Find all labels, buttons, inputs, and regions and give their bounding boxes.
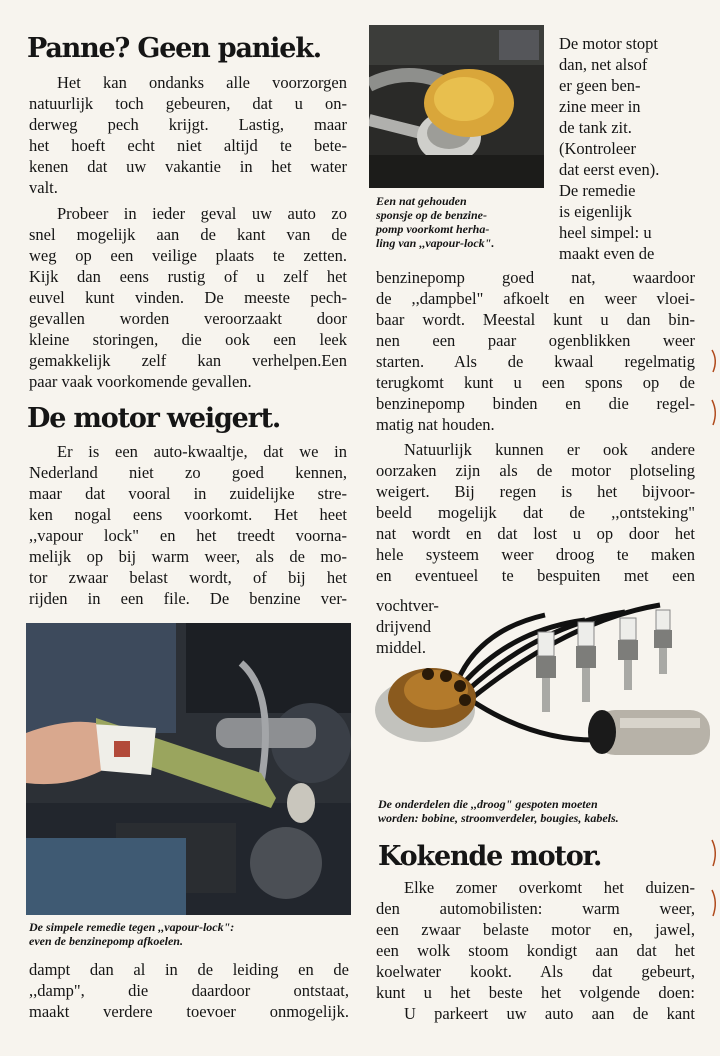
text-line: matig nat houden. [376,415,495,434]
text-line: Er is een auto-kwaaltje, dat we in [57,442,347,461]
binding-marks [710,830,720,930]
text-line: snel mogelijk aan de kant van de [29,225,347,244]
text-line: terugkomt kunt u een spons op de [376,373,695,392]
spark-plug [576,622,596,702]
text-line: gevallen worden veroorzaakt door [29,309,347,328]
text-line: middel. [376,638,426,657]
binding-marks [710,340,720,440]
caption-line: ling van ,,vapour-lock". [376,236,495,250]
text-line: kenen dat uw vakantie in het water [29,157,347,176]
spark-plug [536,632,556,712]
caption-line: De simpele remedie tegen ,,vapour-lock": [29,920,235,934]
text-line: baar wordt. Meestal kunt u dan bin- [376,310,695,329]
caption-line: pomp voorkomt herha- [376,222,490,236]
text-line: dan, net alsof [559,55,648,74]
text-line: zine meer in [559,97,641,116]
text-line: benzinepomp goed nat, waardoor [376,268,695,287]
text-line: ,,damp", die daardoor ontstaat, [29,981,349,1000]
text-line: Nederland niet zo goed kennen, [29,463,347,482]
text-line: Natuurlijk kunnen er ook andere [404,440,695,459]
text-line: starten. Als de kwaal regelmatig [376,352,695,371]
text-line: Het kan ondanks alle voorzorgen [57,73,347,92]
text-line: dampt dan al in de leiding en de [29,960,349,979]
text-line: tor zwaar belast wordt, of bij het [29,568,347,587]
text-line: en eventueel te bespuiten met een [376,566,695,585]
caption-line: sponsje op de benzine- [376,208,487,222]
text-line: rijden in een file. De benzine ver- [29,589,347,608]
text-line: den automobilisten: warm weer, [376,899,695,918]
text-line: maar dat vooral in zuidelijke stre- [29,484,347,503]
text-line: beeld mogelijk dat de ,,ontsteking" [376,503,695,522]
text-line: heel simpel: u [559,223,652,242]
text-line: is eigenlijk [559,202,632,221]
text-line: weigert. Bij regen is het bijvoor- [376,482,695,501]
caption-line: even de benzinepomp afkoelen. [29,934,183,948]
heading-kokende-motor: Kokende motor. [378,841,602,872]
distributor [375,668,476,742]
text-line: kleine storingen, die ook een leek [29,330,347,349]
text-line: weg op een veilige plaats te zetten. [29,246,347,265]
text-line: ken nogal eens voorkomt. Het heet [29,505,347,524]
text-line: natuurlijk toch gebeuren, dat u on- [29,94,347,113]
text-line: melijk op bij warm weer, als de mo- [29,547,347,566]
text-line: (Kontroleer [559,139,636,158]
text-line: De motor stopt [559,34,658,53]
text-line: benzinepomp binden en die regel- [376,394,695,413]
text-line: maakt even de [559,244,655,263]
text-line: vochtver- [376,596,439,615]
text-line: nen een paar ogenblikken weer [376,331,695,350]
text-line: er geen ben- [559,76,641,95]
spark-plug [618,618,638,690]
text-line: oorzaken zijn als de motor plotseling [376,461,695,480]
text-line: Probeer in ieder geval uw auto zo [57,204,347,223]
text-line: Elke zomer overkomt het duizen- [404,878,695,897]
caption-line: worden: bobine, stroomverdeler, bougies, kabels. [378,811,619,825]
heading-motor-weigert: De motor weigert. [27,403,281,434]
ignition-coil [588,710,710,755]
text-line: derweg pech krijgt. Lastig, maar [29,115,347,134]
text-line: een wolk stoom kondigt aan dat het [376,941,695,960]
text-line: de ,,dampbel" afkoelt en weer vloei- [376,289,695,308]
text-line: paar vaak voorkomende gevallen. [29,372,252,391]
text-line: het hoeft echt niet altijd te bete- [29,136,347,155]
text-line: nat wordt en dat lost u op door het [376,524,695,543]
text-line: drijvend [376,617,431,636]
photo-ignition-parts [370,590,720,790]
caption-line: Een nat gehouden [376,194,467,208]
text-line: euvel kunt vinden. De meeste pech- [29,288,347,307]
text-line: hele systeem weer droog te maken [376,545,695,564]
spark-plug [654,610,672,674]
photo-bottle-cooling-fuel-pump [26,623,351,915]
text-line: Kijk dan eens rustig of u zelf het [29,267,347,286]
text-line: U parkeert uw auto aan de kant [404,1004,695,1023]
text-line: De remedie [559,181,636,200]
photo-wet-sponge-fuel-pump [369,25,544,188]
heading-panne: Panne? Geen paniek. [27,33,321,64]
text-line: gemakkelijk zelf kan verhelpen.Een [29,351,347,370]
text-line: kunt u het beste het volgende doen: [376,983,695,1002]
caption-line: De onderdelen die ,,droog" gespoten moeten [378,797,598,811]
text-line: koelwater kookt. Als dat gebeurt, [376,962,695,981]
text-line: dat eerst even). [559,160,660,179]
text-line: de tank zit. [559,118,632,137]
text-line: maakt verdere toevoer onmogelijk. [29,1002,349,1021]
text-line: valt. [29,178,58,197]
text-line: ,,vapour lock" en het treedt voorna- [29,526,347,545]
text-line: een zwaar belaste motor en, jawel, [376,920,695,939]
